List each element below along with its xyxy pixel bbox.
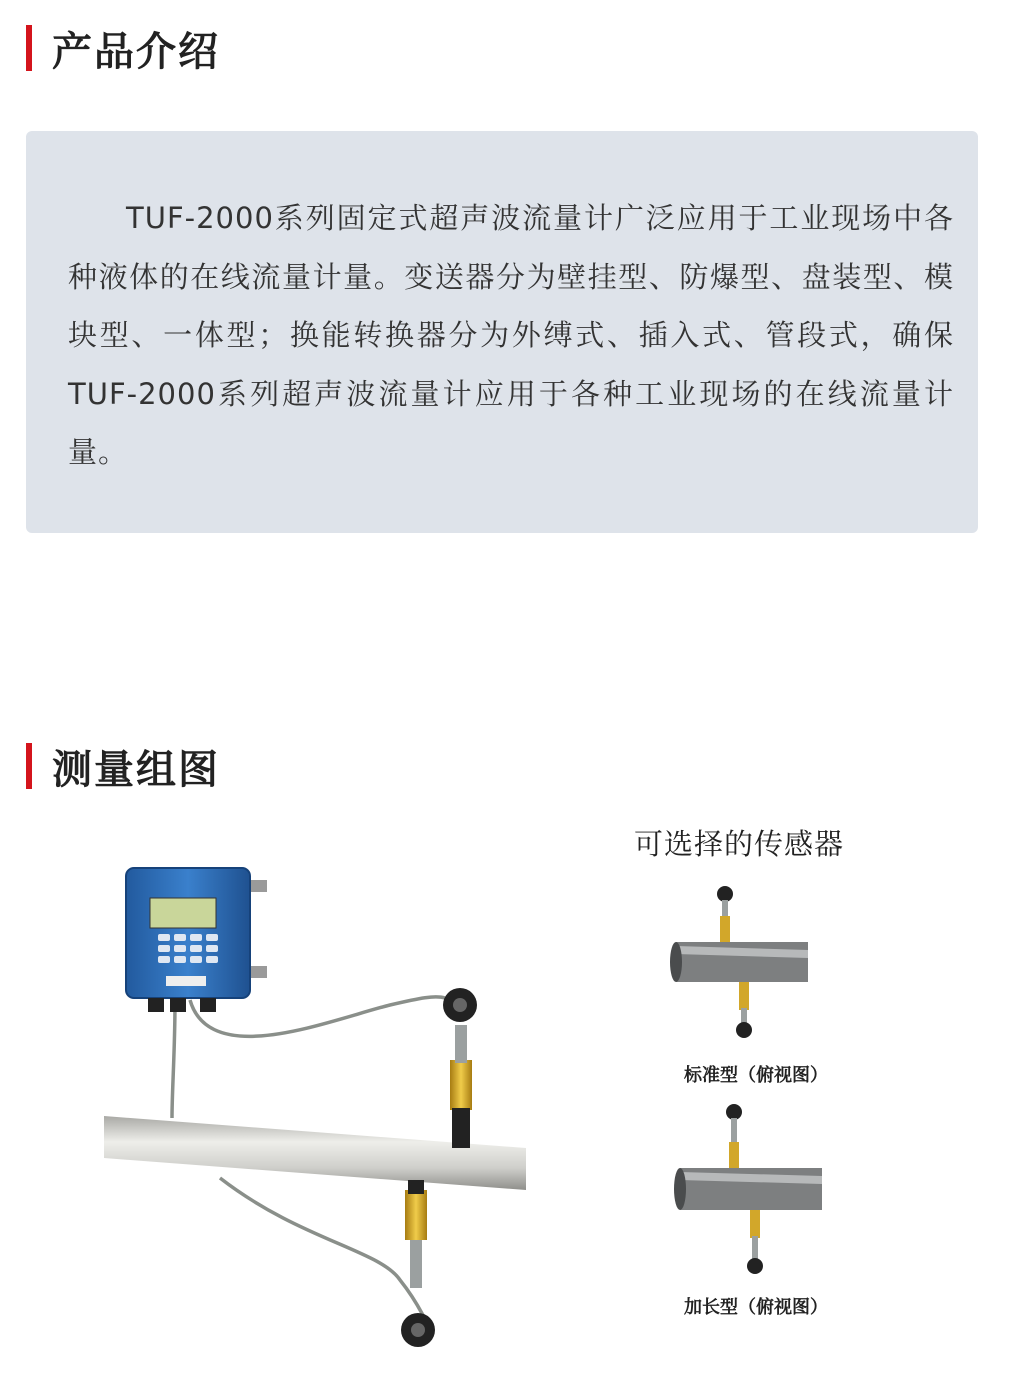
standard-sensor-illustration — [668, 880, 818, 1040]
standard-sensor-caption: 标准型（俯视图） — [684, 1065, 828, 1086]
section-title-diagram — [26, 738, 220, 794]
intro-paragraph: TUF-2000系列固定式超声波流量计广泛应用于工业现场中各种液体的在线流量计量。变送器分为壁挂型、防爆型、盘装型、模块型、一体型；换能转换器分为外缚式、插入式、管段式，确保TUF-2000系列超声波流量计应用于各种工业现场的在线流量计量。 — [68, 201, 954, 469]
measurement-setup-illustration — [100, 860, 540, 1360]
extended-sensor-illustration — [672, 1102, 832, 1282]
section-title-text: 测量组图 — [52, 746, 220, 793]
title-accent-bar — [26, 25, 32, 71]
pipe-icon — [670, 942, 808, 982]
sensors-heading: 可选择的传感器 — [634, 827, 845, 861]
title-accent-bar — [26, 743, 32, 789]
section-title-intro — [26, 20, 220, 76]
intro-box — [26, 131, 978, 533]
extended-sensor-caption: 加长型（俯视图） — [684, 1297, 828, 1318]
pipe-icon — [674, 1168, 822, 1210]
sensor-valve-icon — [401, 1180, 435, 1347]
sensor-valve-icon — [443, 988, 477, 1148]
section-title-text: 产品介绍 — [52, 28, 220, 75]
flowmeter-transmitter-icon — [126, 868, 267, 1012]
